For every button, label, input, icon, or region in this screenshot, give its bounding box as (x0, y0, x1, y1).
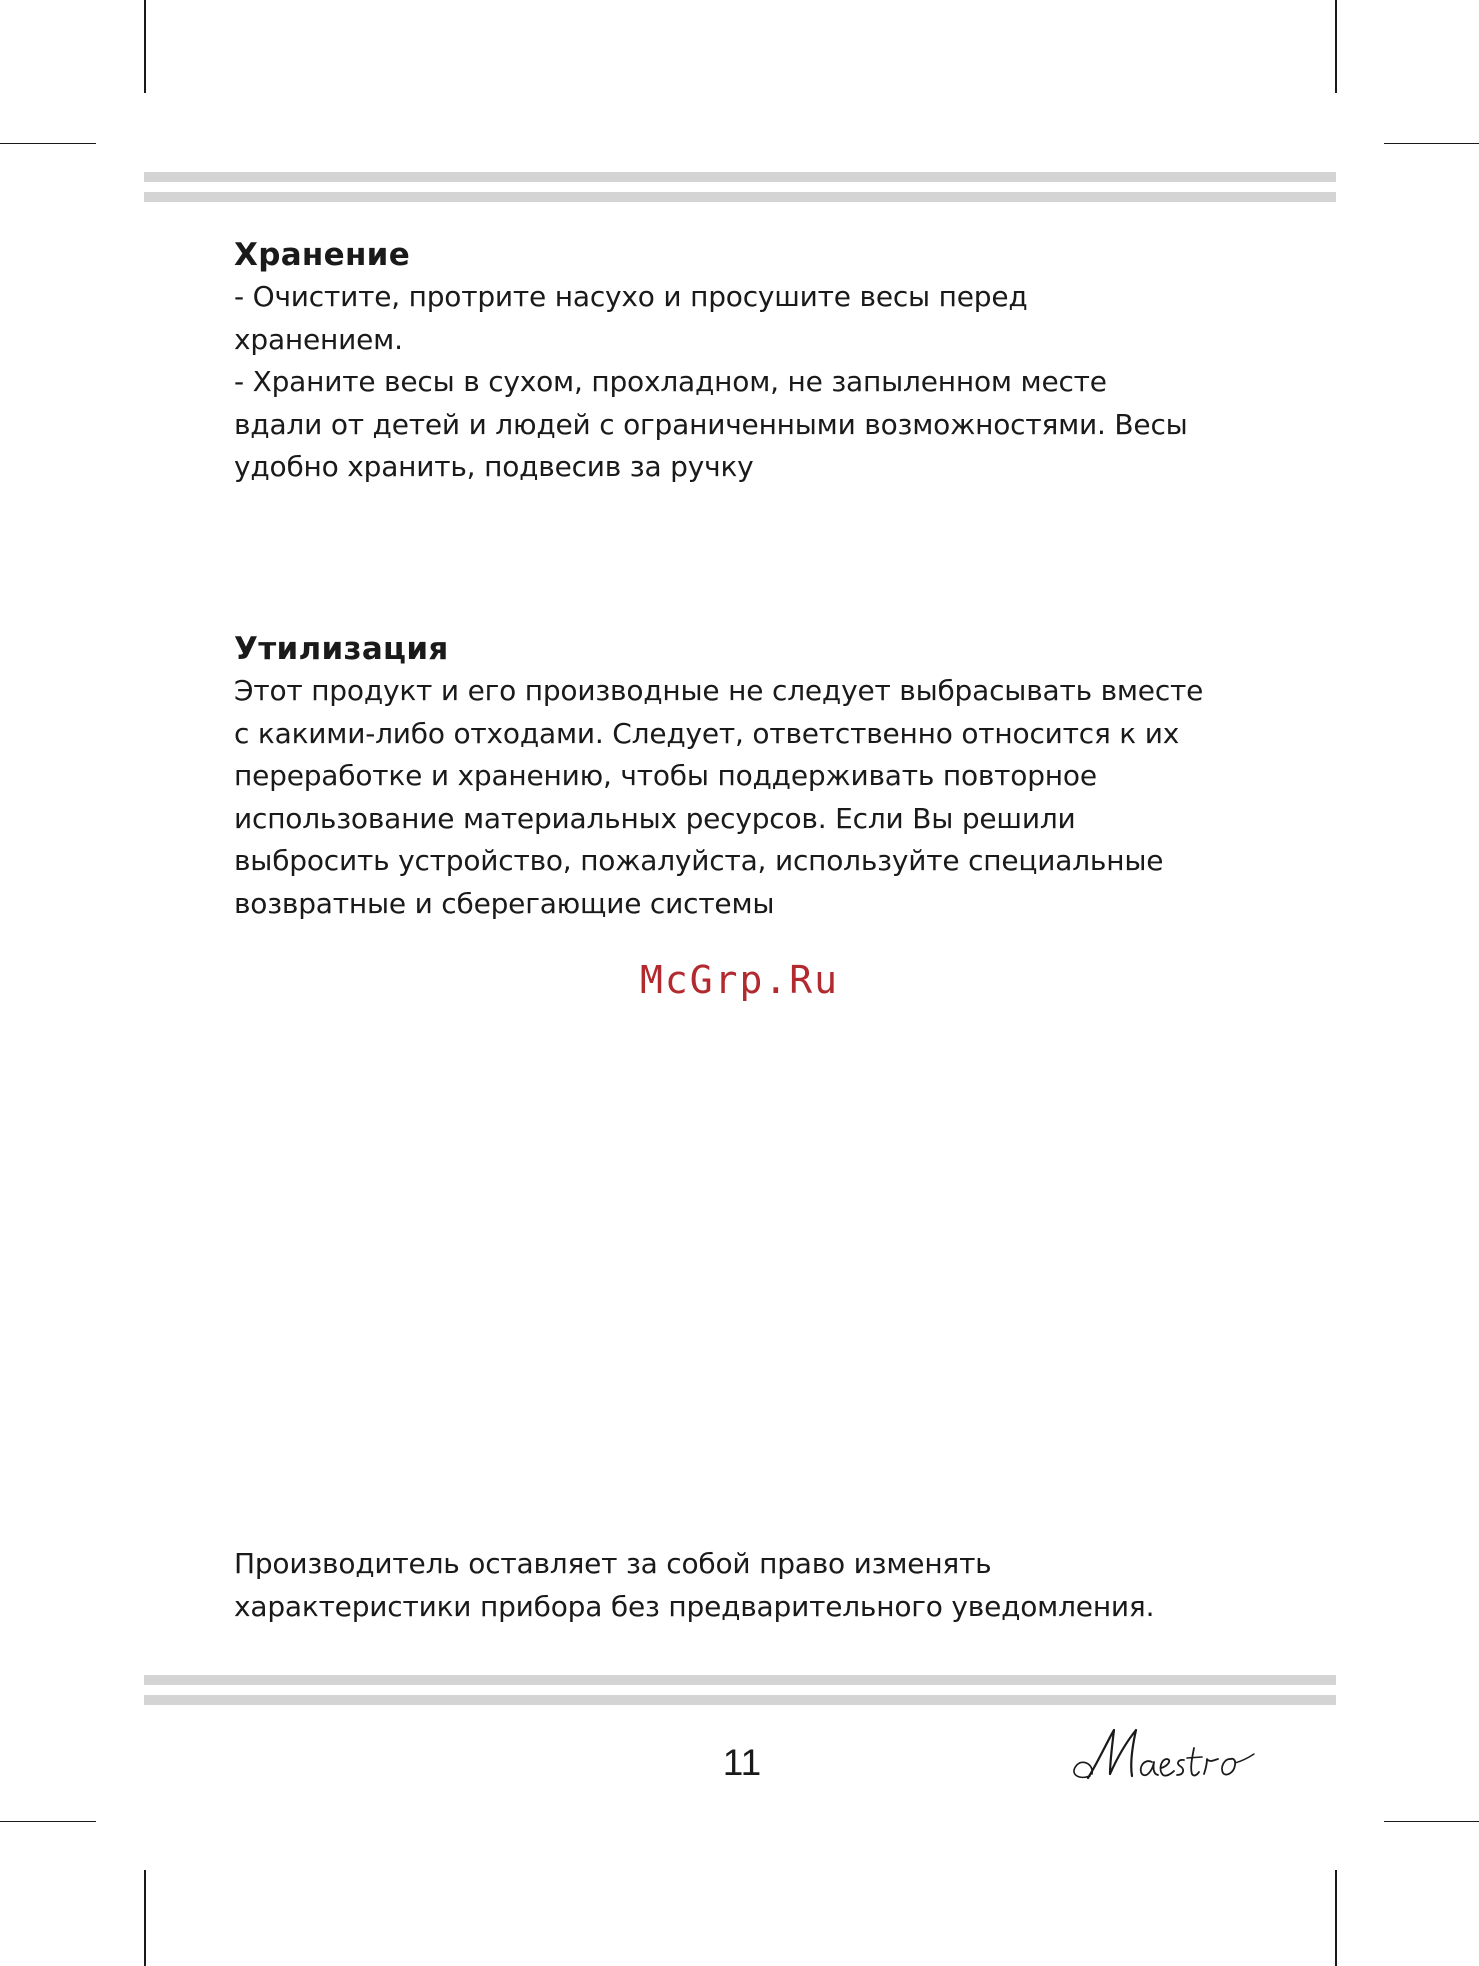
watermark-text: McGrp.Ru (639, 958, 840, 1002)
disposal-line: использование материальных ресурсов. Если Вы решили (234, 801, 1076, 835)
storage-heading: Хранение (234, 237, 411, 273)
header-rule-lower (144, 192, 1336, 202)
footer-rule-lower (144, 1695, 1336, 1705)
crop-mark-top-right-horizontal (1384, 143, 1479, 144)
storage-line: - Храните весы в сухом, прохладном, не запыленном месте (234, 365, 1107, 398)
storage-line: хранением. (234, 322, 403, 356)
header-rule-upper (144, 172, 1336, 182)
disposal-line: возвратные и сберегающие системы (234, 886, 775, 920)
manufacturer-note-line: характеристики прибора без предварительного уведомления. (234, 1589, 1155, 1623)
storage-line: - Очистите, протрите насухо и просушите весы перед (234, 280, 1028, 313)
crop-mark-bottom-left-horizontal (0, 1821, 96, 1822)
disposal-line: Этот продукт и его производные не следует выбрасывать вместе (234, 674, 1204, 707)
crop-mark-bottom-left-vertical (144, 1870, 146, 1966)
maestro-logo (1068, 1716, 1258, 1796)
disposal-line: с какими-либо отходами. Следует, ответственно относится к их (234, 716, 1180, 750)
footer-rule-upper (144, 1675, 1336, 1685)
crop-mark-top-right-vertical (1335, 0, 1337, 93)
manufacturer-note (234, 1543, 1334, 1628)
disposal-heading: Утилизация (234, 631, 449, 667)
crop-mark-top-left-vertical (144, 0, 146, 93)
manufacturer-note-line: Производитель оставляет за собой право изменять (234, 1547, 992, 1580)
page-number: 11 (722, 1742, 762, 1783)
crop-mark-top-left-horizontal (0, 143, 96, 144)
storage-line: вдали от детей и людей с ограниченными возможностями. Весы (234, 407, 1188, 441)
storage-section (234, 234, 1294, 489)
crop-mark-bottom-right-horizontal (1384, 1821, 1479, 1822)
storage-line: удобно хранить, подвесив за ручку (234, 450, 754, 483)
disposal-line: переработке и хранению, чтобы поддерживать повторное (234, 759, 1097, 792)
crop-mark-bottom-right-vertical (1335, 1870, 1337, 1966)
disposal-section (234, 628, 1294, 925)
disposal-line: выбросить устройство, пожалуйста, используйте специальные (234, 844, 1164, 877)
